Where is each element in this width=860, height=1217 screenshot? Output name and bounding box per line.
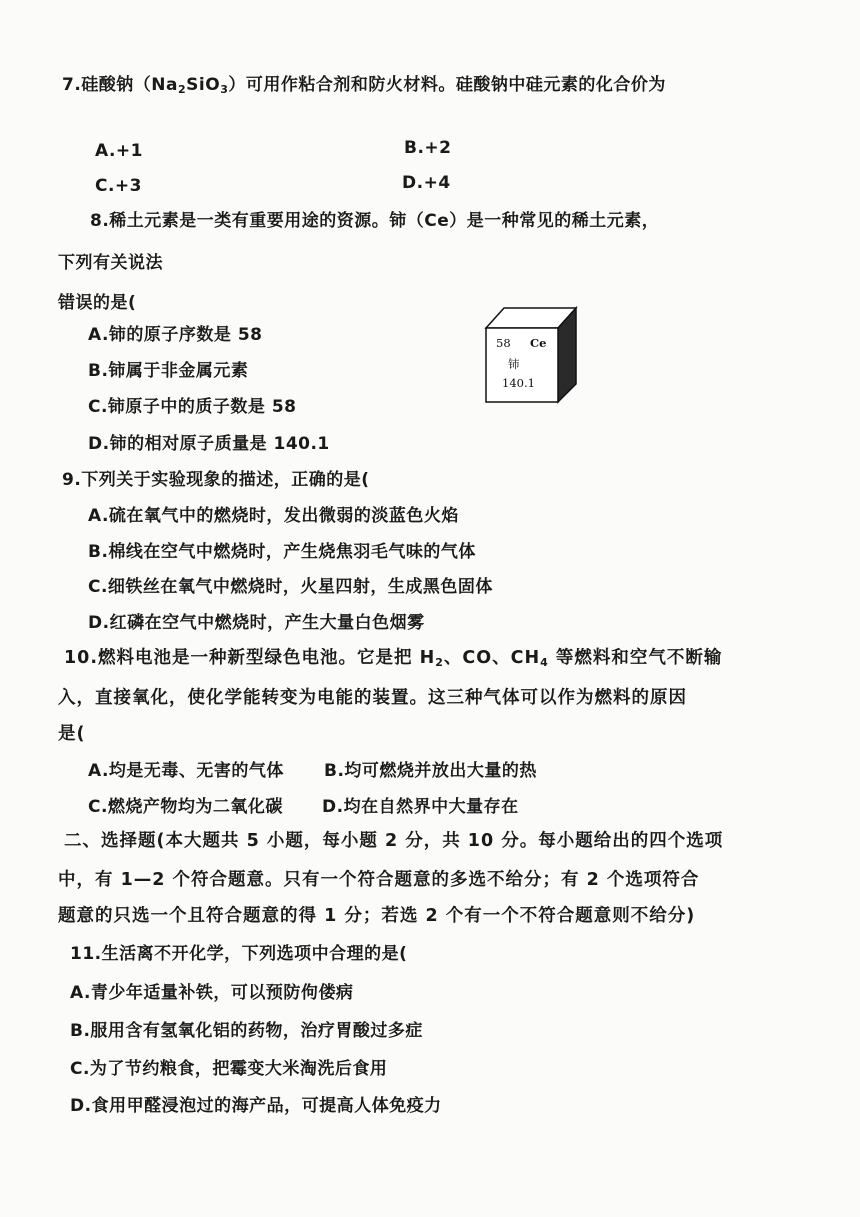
q8-stem-line1: 8.稀土元素是一类有重要用途的资源。铈（Ce）是一种常见的稀土元素， <box>90 211 660 231</box>
section2-line1: 二、选择题(本大题共 5 小题，每小题 2 分，共 10 分。每小题给出的四个选项 <box>64 831 724 851</box>
q8-option-b: B.铈属于非金属元素 <box>88 361 249 381</box>
q8-option-c: C.铈原子中的质子数是 58 <box>88 397 297 417</box>
element-card <box>484 306 578 404</box>
q11-option-b: B.服用含有氢氧化铝的药物，治疗胃酸过多症 <box>70 1021 423 1041</box>
q10-option-c: C.燃烧产物均为二氧化碳 <box>88 797 283 817</box>
q11-option-a: A.青少年适量补铁，可以预防佝偻病 <box>70 983 354 1003</box>
q7-stem: 7.硅酸钠$(Na_2SiO_3)$可用作粘合剂和防火材料。硅酸钠中硅元素的化合价为 <box>62 75 666 96</box>
element-symbol: Ce <box>530 336 547 350</box>
element-name: 铈 <box>508 357 520 371</box>
element-atomic-number: 58 <box>496 336 511 350</box>
q8-stem-line2: 下列有关说法 <box>58 253 163 273</box>
q10-option-b: B.均可燃烧并放出大量的热 <box>324 761 537 781</box>
element-atomic-mass: 140.1 <box>502 376 535 390</box>
q9-option-a: A.硫在氧气中的燃烧时，发出微弱的淡蓝色火焰 <box>88 506 459 526</box>
q10-option-a: A.均是无毒、无害的气体 <box>88 761 284 781</box>
q7-option-a: A.+1 <box>95 141 144 161</box>
q7-option-d: D.+4 <box>402 173 451 193</box>
section2-line2: 中，有 1—2 个符合题意。只有一个符合题意的多选不给分；有 2 个选项符合 <box>58 870 700 890</box>
q8-option-d: D.铈的相对原子质量是 140.1 <box>88 434 330 454</box>
q10-stem-line3: 是( <box>58 724 86 744</box>
q9-option-d: D.红磷在空气中燃烧时，产生大量白色烟雾 <box>88 613 425 633</box>
q10-stem-line2: 入，直接氧化，使化学能转变为电能的装置。这三种气体可以作为燃料的原因 <box>58 688 687 708</box>
q8-stem-line3: 错误的是( <box>58 293 137 313</box>
q9-stem: 9.下列关于实验现象的描述，正确的是( <box>62 470 370 490</box>
q7-option-c: C.+3 <box>95 176 143 196</box>
q7-option-b: B.+2 <box>404 138 452 158</box>
q9-option-c: C.细铁丝在氧气中燃烧时，火星四射，生成黑色固体 <box>88 577 493 597</box>
q10-option-d: D.均在自然界中大量存在 <box>322 797 519 817</box>
q9-option-b: B.棉线在空气中燃烧时，产生烧焦羽毛气味的气体 <box>88 542 476 562</box>
q10-stem-line1: 10.燃料电池是一种新型绿色电池。它是把 $H_2$、CO、$CH_4$ 等燃料和空气不断输 <box>64 648 723 669</box>
q11-option-c: C.为了节约粮食，把霉变大米淘洗后食用 <box>70 1059 388 1079</box>
q11-option-d: D.食用甲醛浸泡过的海产品，可提高人体免疫力 <box>70 1096 442 1116</box>
section2-line3: 题意的只选一个且符合题意的得 1 分；若选 2 个有一个不符合题意则不给分) <box>58 906 696 926</box>
q11-stem: 11.生活离不开化学，下列选项中合理的是( <box>70 944 408 964</box>
q8-option-a: A.铈的原子序数是 58 <box>88 325 263 345</box>
